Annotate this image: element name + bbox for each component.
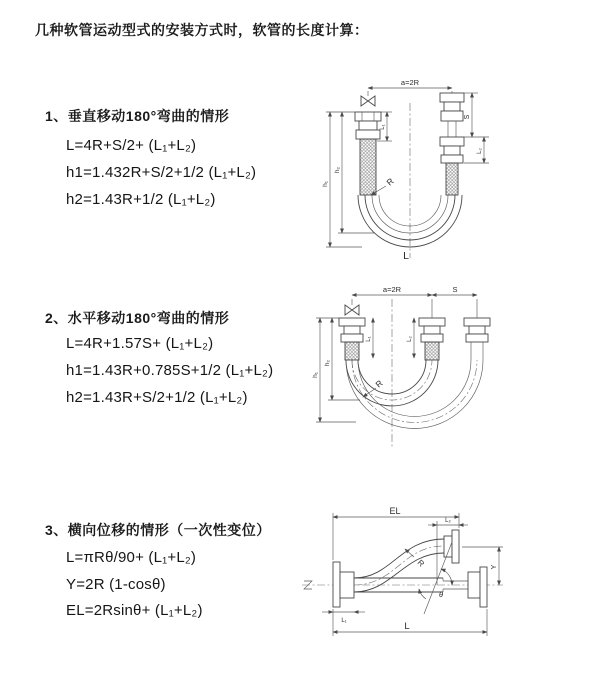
section-2-formula-L: L=4R+1.57S+ (L₁+L₂) [66,335,214,352]
left-braided-hose [345,342,359,360]
dim-label-h2: h₂ [324,359,331,367]
radius-label: R [373,377,385,390]
left-braided-hose [360,139,376,195]
right-fitting-displaced [464,318,490,360]
right-fitting-upper-position [440,93,464,137]
dim-label-l1: L₁ [366,336,372,342]
diagram-lateral-displacement [298,503,598,648]
dim-label-h1: h₁ [312,372,319,378]
dim-label-y: Y [491,564,498,570]
valve-icon [345,305,359,315]
section-2-formula-h1: h1=1.43R+0.785S+1/2 (L₁+L₂) [66,362,274,379]
dim-label-h2: h₂ [334,166,341,174]
middle-fitting-original [419,318,445,342]
diagram-vertical-180-bend [310,70,600,268]
radius-label: R [415,558,426,569]
dim-label-a2r: a=2R [400,78,420,87]
page-title: 几种软管运动型式的安装方式时，软管的长度计算： [35,22,369,38]
dim-s [464,93,489,137]
dim-l2 [407,318,414,358]
left-fitting [355,112,381,139]
angle-label: θ [438,590,444,599]
dim-label-h1: h₁ [322,181,329,187]
dim-l1 [366,318,373,358]
dim-label-l: L [404,621,410,632]
dim-label-a2r: a=2R [382,285,402,294]
middle-braided-hose [425,342,439,360]
right-braided-hose [446,163,458,195]
dim-el [333,506,459,560]
section-3-formula-Y: Y=2R (1-cosθ) [66,576,166,593]
section-1-formula-h2: h2=1.43R+1/2 (L₁+L₂) [66,191,216,208]
section-2-heading: 2、水平移动180°弯曲的情形 [45,310,230,326]
section-1-formula-L: L=4R+S/2+ (L₁+L₂) [66,137,197,154]
dim-label-l2: L₂ [477,148,483,154]
section-3-formula-L: L=πRθ/90+ (L₁+L₂) [66,549,197,566]
section-2-formula-h2: h2=1.43R+S/2+1/2 (L₁+L₂) [66,389,248,406]
left-flange [333,562,354,607]
dim-l [333,609,487,636]
section-1-heading: 1、垂直移动180°弯曲的情形 [45,108,230,124]
section-1-formula-h1: h1=1.432R+S/2+1/2 (L₁+L₂) [66,164,257,181]
section-3-formula-EL: EL=2Rsinθ+ (L₁+L₂) [66,602,203,619]
dim-l1 [322,612,365,624]
length-label: L [403,250,409,262]
dim-label-s: S [452,285,458,294]
right-fitting-lower-position [440,137,464,163]
dim-a2r [368,78,452,96]
right-flange-original [468,567,487,607]
dim-label-el: EL [389,506,401,516]
dim-l2 [464,137,489,163]
dim-label-l1: L₁ [380,124,386,130]
section-3-heading: 3、横向位移的情形（一次性变位） [45,522,271,538]
radius-callout [363,378,385,397]
dim-label-l1: L₁ [341,618,347,624]
hose-displaced-position [354,539,444,592]
left-fitting [339,318,365,342]
dim-a2r-s [352,285,477,318]
valve-icon [361,96,375,106]
dim-label-l2: L₂ [445,518,451,524]
radius-label: R [384,175,396,188]
top-right-flange-displaced [444,530,459,563]
dim-label-l2: L₂ [407,336,413,342]
dim-label-s: S [464,114,471,120]
diagram-horizontal-180-bend [305,283,600,458]
